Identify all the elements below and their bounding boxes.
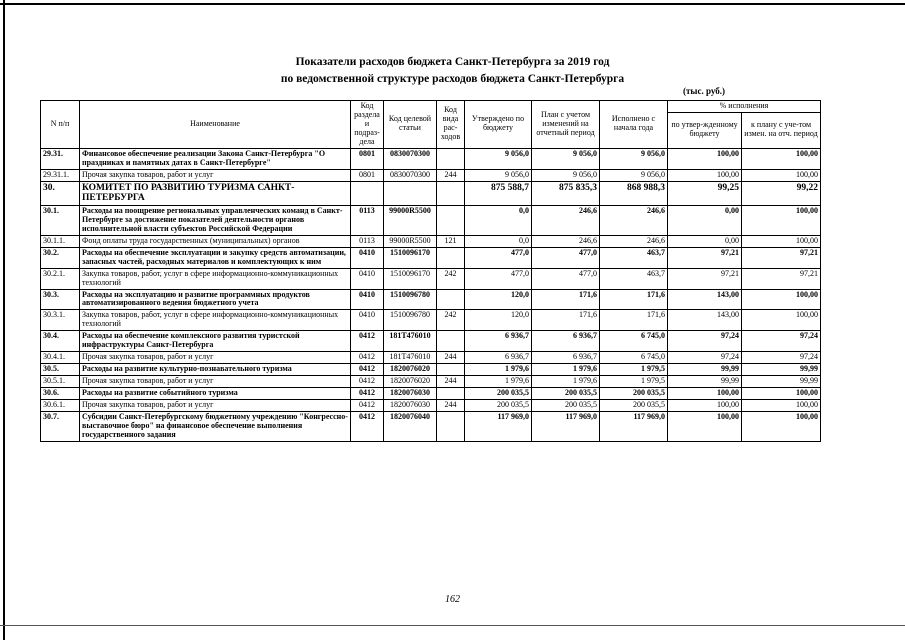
table-row	[41, 376, 821, 388]
table-row	[41, 289, 821, 310]
row-pct-approved: 143,00	[668, 289, 742, 310]
row-plan: 875 835,3	[532, 181, 600, 205]
row-pct-approved: 100,00	[668, 388, 742, 400]
row-num: 30.5.	[41, 364, 80, 376]
header-section-code: Код раздела и подраз-дела	[351, 101, 384, 149]
report-subtitle: по ведомственной структуре расходов бюджета Санкт-Петербурга	[280, 73, 625, 85]
row-pct-approved: 0,00	[668, 235, 742, 247]
row-pct-approved: 97,21	[668, 247, 742, 268]
row-kind-code: 244	[437, 169, 465, 181]
row-pct-plan: 97,24	[742, 352, 821, 364]
row-num: 30.	[41, 181, 80, 205]
row-target-code: 1820076040	[384, 411, 437, 441]
scan-edge-top	[0, 3, 905, 5]
row-executed: 1 979,5	[600, 364, 668, 376]
row-num: 30.1.	[41, 205, 80, 235]
row-section-code: 0113	[351, 205, 384, 235]
row-target-code: 1510096170	[384, 268, 437, 289]
row-pct-approved: 100,00	[668, 169, 742, 181]
row-name: КОМИТЕТ ПО РАЗВИТИЮ ТУРИЗМА САНКТ-ПЕТЕРБУРГА	[80, 181, 351, 205]
row-approved: 200 035,5	[465, 388, 532, 400]
table-row	[41, 148, 821, 169]
table-row	[41, 388, 821, 400]
row-pct-approved: 100,00	[668, 411, 742, 441]
row-executed: 463,7	[600, 268, 668, 289]
row-name: Прочая закупка товаров, работ и услуг	[80, 376, 351, 388]
report-title: Показатели расходов бюджета Санкт-Петербурга за 2019 год	[295, 56, 610, 68]
header-target-code: Код целевой статьи	[384, 101, 437, 149]
row-target-code: 0830070300	[384, 169, 437, 181]
row-approved: 0,0	[465, 205, 532, 235]
header-pct-plan: к плану с уче-том измен. на отч. период	[742, 113, 821, 149]
row-target-code: 99000R5500	[384, 205, 437, 235]
row-approved: 120,0	[465, 310, 532, 331]
row-pct-approved: 100,00	[668, 148, 742, 169]
header-pct-approved: по утвер-жденному бюджету	[668, 113, 742, 149]
row-approved: 9 056,0	[465, 169, 532, 181]
row-pct-plan: 99,99	[742, 364, 821, 376]
row-executed: 6 745,0	[600, 352, 668, 364]
row-approved: 1 979,6	[465, 376, 532, 388]
row-pct-approved: 143,00	[668, 310, 742, 331]
row-executed: 6 745,0	[600, 331, 668, 352]
row-name: Прочая закупка товаров, работ и услуг	[80, 169, 351, 181]
row-kind-code: 244	[437, 400, 465, 412]
row-executed: 463,7	[600, 247, 668, 268]
row-plan: 6 936,7	[532, 331, 600, 352]
row-kind-code: 242	[437, 310, 465, 331]
row-approved: 6 936,7	[465, 331, 532, 352]
row-name: Закупка товаров, работ, услуг в сфере информационно-коммуникационных технологий	[80, 310, 351, 331]
table-row	[41, 181, 821, 205]
row-approved: 6 936,7	[465, 352, 532, 364]
row-name: Финансовое обеспечение реализации Закона Санкт-Петербурга "О праздниках и памятных датах в Санкт-Петербурге"	[80, 148, 351, 169]
budget-table	[40, 100, 821, 442]
row-plan: 477,0	[532, 268, 600, 289]
row-section-code: 0412	[351, 331, 384, 352]
row-target-code: 1820076030	[384, 400, 437, 412]
row-executed: 246,6	[600, 205, 668, 235]
row-plan: 200 035,5	[532, 400, 600, 412]
row-executed: 117 969,0	[600, 411, 668, 441]
row-pct-plan: 100,00	[742, 235, 821, 247]
row-executed: 1 979,5	[600, 376, 668, 388]
row-name: Расходы на эксплуатацию и развитие программных продуктов автоматизированного ведения бюджетного учета	[80, 289, 351, 310]
row-kind-code	[437, 247, 465, 268]
row-plan: 6 936,7	[532, 352, 600, 364]
row-target-code: 1820076020	[384, 364, 437, 376]
header-plan: План с учетом изменений на отчетный период	[532, 101, 600, 149]
row-section-code: 0410	[351, 247, 384, 268]
row-plan: 117 969,0	[532, 411, 600, 441]
scan-edge-left	[3, 0, 5, 640]
row-approved: 9 056,0	[465, 148, 532, 169]
row-pct-approved: 97,24	[668, 352, 742, 364]
row-kind-code: 244	[437, 376, 465, 388]
row-plan: 246,6	[532, 205, 600, 235]
row-plan: 200 035,5	[532, 388, 600, 400]
header-kind-code: Код вида рас-ходов	[437, 101, 465, 149]
row-target-code: 1510096170	[384, 247, 437, 268]
row-plan: 171,6	[532, 289, 600, 310]
row-pct-approved: 97,24	[668, 331, 742, 352]
row-plan: 1 979,6	[532, 376, 600, 388]
row-section-code	[351, 181, 384, 205]
row-num: 30.4.1.	[41, 352, 80, 364]
page-number: 162	[445, 594, 460, 605]
row-num: 30.3.1.	[41, 310, 80, 331]
row-num: 30.1.1.	[41, 235, 80, 247]
row-executed: 9 056,0	[600, 169, 668, 181]
row-plan: 171,6	[532, 310, 600, 331]
row-executed: 171,6	[600, 289, 668, 310]
row-approved: 0,0	[465, 235, 532, 247]
header-pct-group: % исполнения	[668, 101, 821, 113]
row-section-code: 0412	[351, 364, 384, 376]
row-pct-plan: 100,00	[742, 388, 821, 400]
row-name: Расходы на развитие культурно-познавательного туризма	[80, 364, 351, 376]
row-target-code: 1510096780	[384, 310, 437, 331]
header-name: Наименование	[80, 101, 351, 149]
row-target-code: 0830070300	[384, 148, 437, 169]
row-approved: 117 969,0	[465, 411, 532, 441]
row-kind-code	[437, 331, 465, 352]
row-section-code: 0412	[351, 352, 384, 364]
table-row	[41, 411, 821, 441]
row-name: Фонд оплаты труда государственных (муниципальных) органов	[80, 235, 351, 247]
row-section-code: 0113	[351, 235, 384, 247]
row-plan: 246,6	[532, 235, 600, 247]
row-kind-code	[437, 388, 465, 400]
row-executed: 868 988,3	[600, 181, 668, 205]
row-kind-code: 121	[437, 235, 465, 247]
row-kind-code	[437, 411, 465, 441]
row-num: 30.2.1.	[41, 268, 80, 289]
row-plan: 1 979,6	[532, 364, 600, 376]
table-row	[41, 352, 821, 364]
row-target-code: 181Т476010	[384, 331, 437, 352]
row-target-code: 181Т476010	[384, 352, 437, 364]
row-pct-approved: 0,00	[668, 205, 742, 235]
row-pct-plan: 100,00	[742, 310, 821, 331]
row-approved: 477,0	[465, 247, 532, 268]
row-pct-plan: 100,00	[742, 148, 821, 169]
row-name: Расходы на развитие событийного туризма	[80, 388, 351, 400]
row-approved: 875 588,7	[465, 181, 532, 205]
row-num: 30.7.	[41, 411, 80, 441]
row-num: 29.31.1.	[41, 169, 80, 181]
row-pct-plan: 100,00	[742, 400, 821, 412]
row-plan: 9 056,0	[532, 169, 600, 181]
row-num: 30.4.	[41, 331, 80, 352]
header-executed: Исполнено с начала года	[600, 101, 668, 149]
row-target-code: 1820076030	[384, 388, 437, 400]
row-executed: 9 056,0	[600, 148, 668, 169]
row-num: 30.5.1.	[41, 376, 80, 388]
table-row	[41, 331, 821, 352]
row-pct-approved: 99,99	[668, 364, 742, 376]
row-kind-code	[437, 289, 465, 310]
table-row	[41, 364, 821, 376]
row-pct-plan: 97,21	[742, 247, 821, 268]
row-pct-approved: 97,21	[668, 268, 742, 289]
row-pct-plan: 100,00	[742, 411, 821, 441]
row-approved: 477,0	[465, 268, 532, 289]
row-pct-approved: 99,99	[668, 376, 742, 388]
row-section-code: 0412	[351, 400, 384, 412]
row-target-code: 1820076020	[384, 376, 437, 388]
row-num: 30.6.	[41, 388, 80, 400]
table-row	[41, 268, 821, 289]
row-num: 29.31.	[41, 148, 80, 169]
row-name: Субсидии Санкт-Петербургскому бюджетному учреждению "Конгрессно-выставочное бюро" на финансовое обеспечение выполнения государственного задания	[80, 411, 351, 441]
row-plan: 9 056,0	[532, 148, 600, 169]
table-row	[41, 247, 821, 268]
scan-edge-bottom	[0, 625, 905, 626]
row-pct-plan: 100,00	[742, 205, 821, 235]
row-section-code: 0410	[351, 268, 384, 289]
header-approved: Утверждено по бюджету	[465, 101, 532, 149]
row-executed: 200 035,5	[600, 400, 668, 412]
row-pct-plan: 97,21	[742, 268, 821, 289]
row-section-code: 0801	[351, 169, 384, 181]
row-pct-plan: 100,00	[742, 289, 821, 310]
row-section-code: 0412	[351, 411, 384, 441]
row-pct-approved: 99,25	[668, 181, 742, 205]
row-num: 30.6.1.	[41, 400, 80, 412]
row-section-code: 0412	[351, 376, 384, 388]
row-pct-plan: 100,00	[742, 169, 821, 181]
row-target-code: 99000R5500	[384, 235, 437, 247]
row-section-code: 0410	[351, 289, 384, 310]
row-approved: 1 979,6	[465, 364, 532, 376]
row-section-code: 0801	[351, 148, 384, 169]
row-kind-code: 244	[437, 352, 465, 364]
row-pct-approved: 100,00	[668, 400, 742, 412]
row-kind-code	[437, 148, 465, 169]
row-approved: 120,0	[465, 289, 532, 310]
row-plan: 477,0	[532, 247, 600, 268]
row-name: Закупка товаров, работ, услуг в сфере информационно-коммуникационных технологий	[80, 268, 351, 289]
row-kind-code	[437, 364, 465, 376]
row-section-code: 0412	[351, 388, 384, 400]
row-pct-plan: 99,22	[742, 181, 821, 205]
row-executed: 246,6	[600, 235, 668, 247]
row-num: 30.2.	[41, 247, 80, 268]
units-label: (тыс. руб.)	[683, 86, 725, 96]
row-name: Расходы на поощрение региональных управленческих команд в Санкт-Петербурге за достижение показателей деятельности органов исполнительной власти субъектов Российской Федерации	[80, 205, 351, 235]
row-num: 30.3.	[41, 289, 80, 310]
row-pct-plan: 97,24	[742, 331, 821, 352]
row-executed: 171,6	[600, 310, 668, 331]
table-row	[41, 235, 821, 247]
row-name: Прочая закупка товаров, работ и услуг	[80, 400, 351, 412]
table-row	[41, 400, 821, 412]
row-target-code	[384, 181, 437, 205]
row-kind-code	[437, 181, 465, 205]
row-name: Прочая закупка товаров, работ и услуг	[80, 352, 351, 364]
row-section-code: 0410	[351, 310, 384, 331]
header-num: N п/п	[41, 101, 80, 149]
table-row	[41, 205, 821, 235]
row-approved: 200 035,5	[465, 400, 532, 412]
table-row	[41, 310, 821, 331]
row-name: Расходы на обеспечение эксплуатации и закупку средств автоматизации, запасных частей, расходных материалов и комплектующих к ним	[80, 247, 351, 268]
row-kind-code	[437, 205, 465, 235]
row-name: Расходы на обеспечение комплексного развития туристской инфраструктуры Санкт-Петербурга	[80, 331, 351, 352]
row-executed: 200 035,5	[600, 388, 668, 400]
row-pct-plan: 99,99	[742, 376, 821, 388]
table-row	[41, 169, 821, 181]
row-kind-code: 242	[437, 268, 465, 289]
row-target-code: 1510096780	[384, 289, 437, 310]
